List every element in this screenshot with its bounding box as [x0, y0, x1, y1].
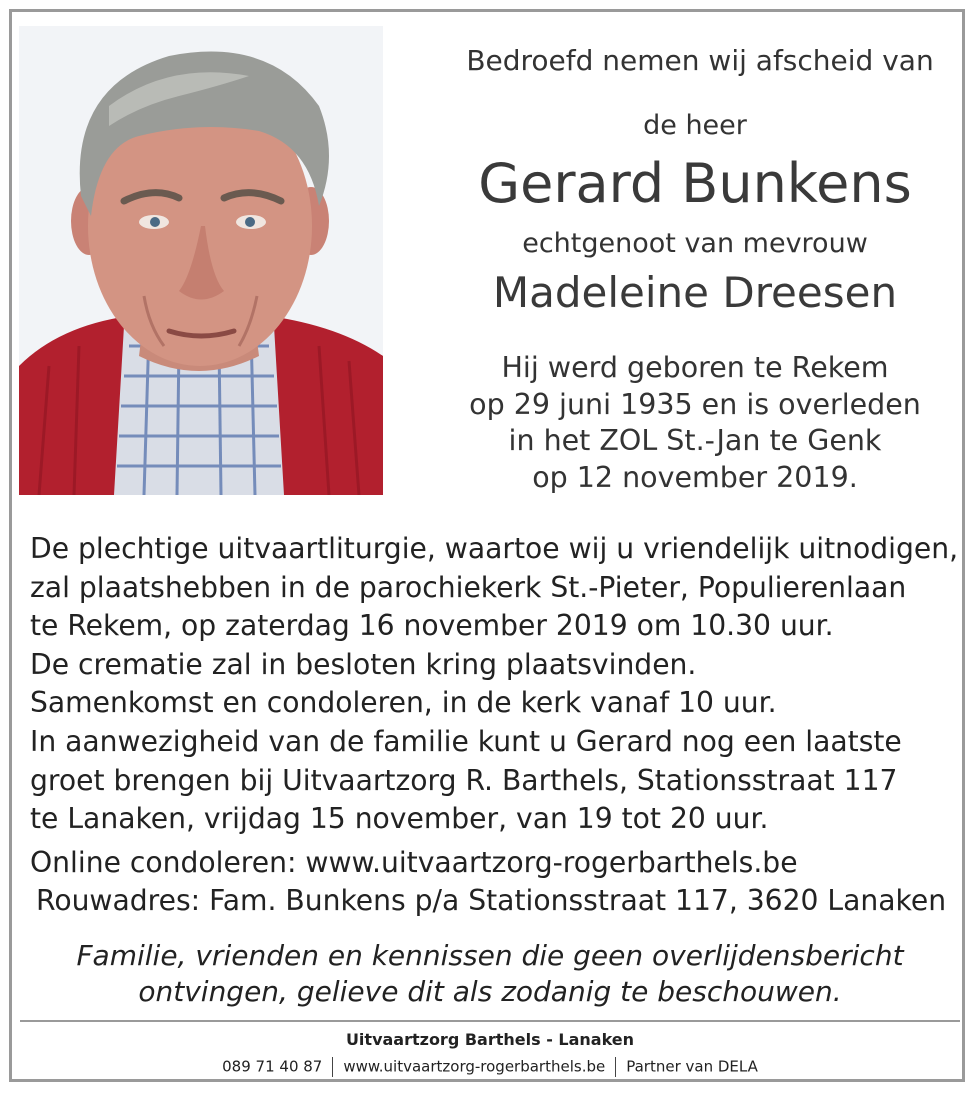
spouse-name: Madeleine Dreesen: [492, 268, 898, 317]
title-prefix: de heer: [643, 110, 747, 141]
footer-contact: [0, 1057, 980, 1077]
note-line: ontvingen, gelieve dit als zodanig te beschouwen.: [138, 975, 842, 1008]
body-line: In aanwezigheid van de familie kunt u Gerard nog een laatste: [30, 724, 902, 758]
body-line: De plechtige uitvaartliturgie, waartoe wij u vriendelijk uitnodigen,: [30, 532, 959, 565]
bio-line: in het ZOL St.-Jan te Genk: [508, 424, 882, 457]
footer-phone: 089 71 40 87: [222, 1057, 323, 1076]
spouse-intro: echtgenoot van mevrouw: [522, 228, 868, 259]
note-line: Familie, vrienden en kennissen die geen overlijdensbericht: [76, 939, 904, 972]
portrait-photo: [19, 26, 383, 495]
body-line: zal plaatshebben in de parochiekerk St.-Pieter, Populierenlaan: [30, 570, 907, 604]
footer-divider: [20, 1020, 960, 1022]
body-line: De crematie zal in besloten kring plaatsvinden.: [30, 647, 697, 681]
ceremony-details: [30, 530, 970, 839]
bio-line: Hij werd geboren te Rekem: [501, 351, 889, 384]
footer-website[interactable]: www.uitvaartzorg-rogerbarthels.be: [343, 1057, 606, 1076]
body-line: groet brengen bij Uitvaartzorg R. Barthels, Stationsstraat 117: [30, 763, 898, 797]
body-line: te Rekem, op zaterdag 16 november 2019 om 10.30 uur.: [30, 609, 834, 643]
mourning-address: Rouwadres: Fam. Bunkens p/a Stationsstraat 117, 3620 Lanaken: [36, 884, 947, 917]
footer-partner: Partner van DELA: [626, 1057, 758, 1076]
bio-line: op 29 juni 1935 en is overleden: [469, 387, 921, 421]
footer-company: Uitvaartzorg Barthels - Lanaken: [345, 1030, 635, 1049]
body-line: Samenkomst en condoleren, in de kerk vanaf 10 uur.: [30, 686, 777, 720]
footer-separator: [615, 1057, 616, 1077]
footer-separator: [332, 1057, 333, 1077]
bio-line: op 12 november 2019.: [532, 460, 858, 494]
deceased-name: Gerard Bunkens: [478, 152, 912, 215]
body-line: te Lanaken, vrijdag 15 november, van 19 tot 20 uur.: [30, 802, 769, 836]
intro-text: Bedroefd nemen wij afscheid van: [466, 44, 934, 77]
biography: [410, 350, 980, 496]
online-condolence: Online condoleren: www.uitvaartzorg-rogerbarthels.be: [30, 846, 798, 879]
notice-note: [20, 938, 960, 1010]
